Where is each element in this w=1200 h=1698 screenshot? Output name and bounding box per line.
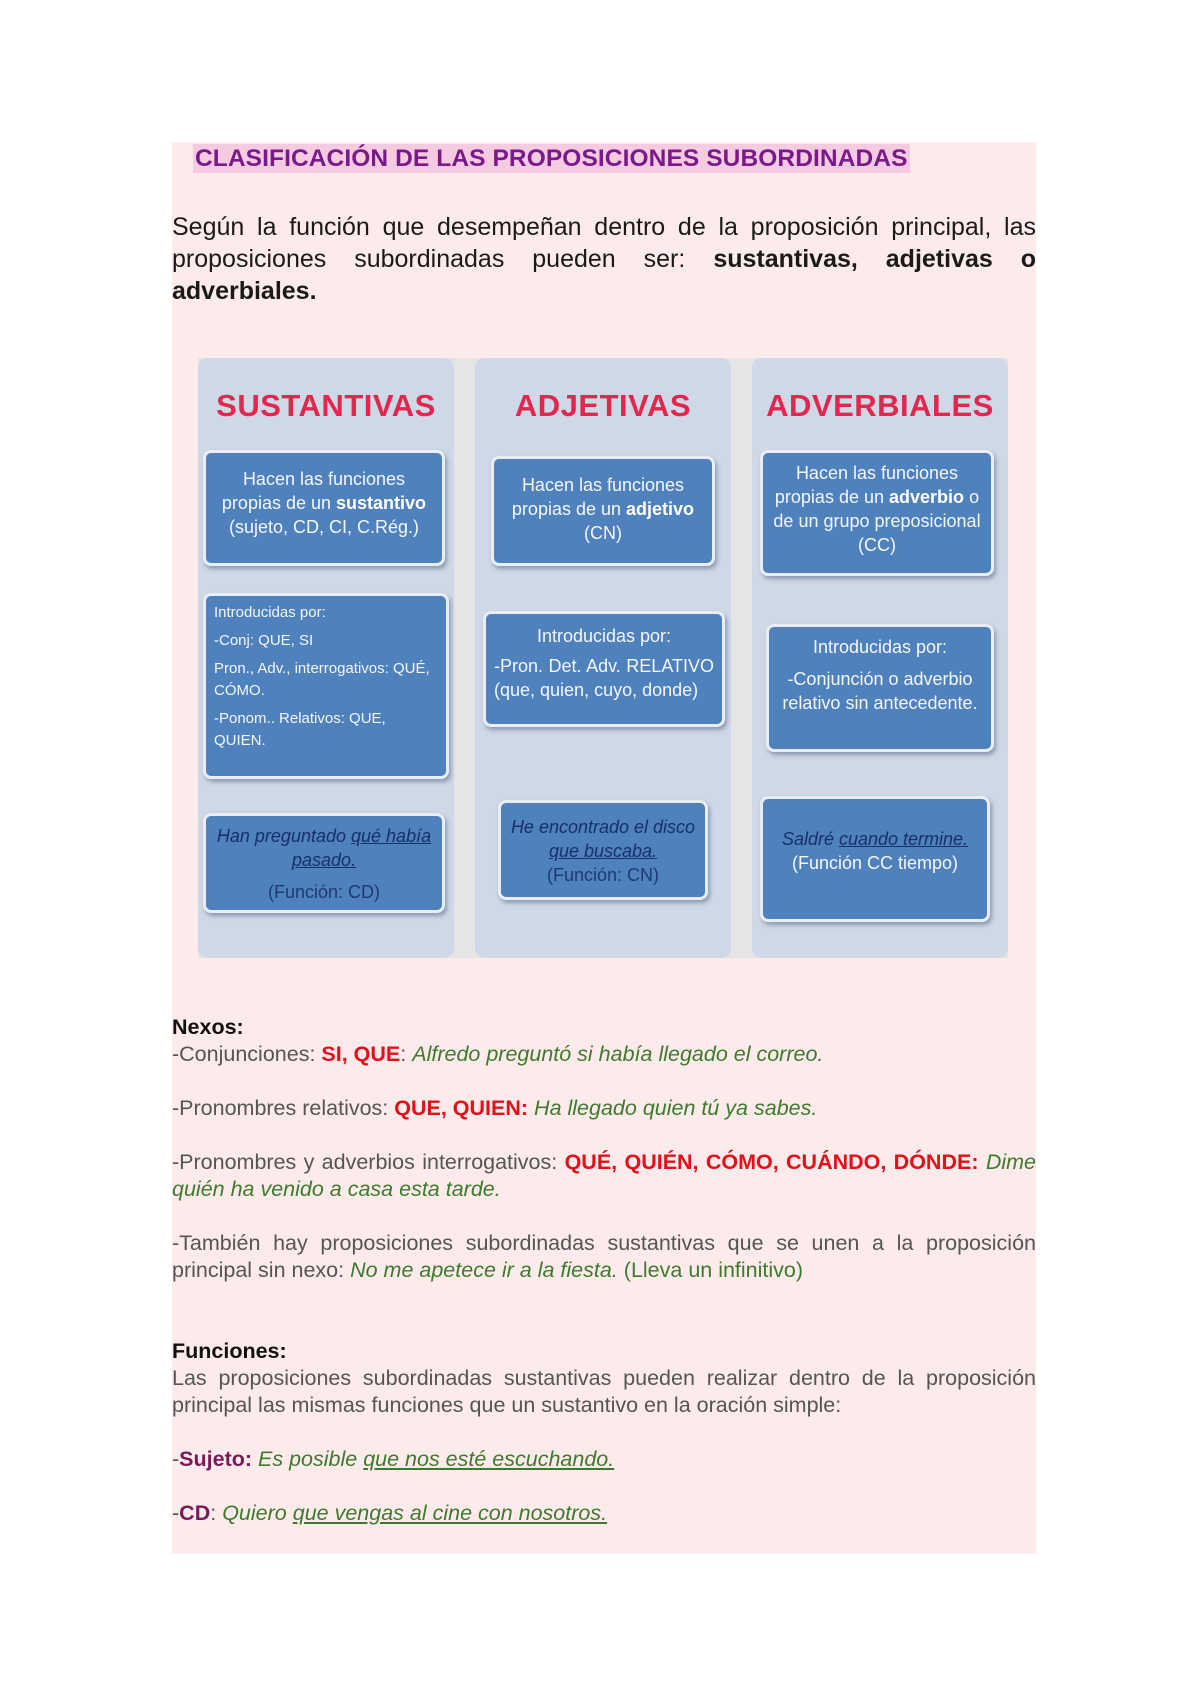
- nexos-item: [172, 1149, 1036, 1203]
- funciones-heading: Funciones:: [172, 1339, 287, 1363]
- column-sustantivas: [198, 358, 454, 958]
- item-example-underlined: que vengas al cine con nosotros.: [292, 1501, 608, 1525]
- column-adjetivas: [475, 358, 731, 958]
- item-prefix: -También hay proposiciones subordinadas sustantivas que se unen a la proposición principal sin nexo:: [172, 1231, 1036, 1282]
- example-text: Han preguntado: [216, 826, 346, 846]
- item-prefix: -Pronombres y adverbios interrogativos:: [172, 1150, 558, 1174]
- box-line: -Conjunción o adverbio relativo sin antecedente.: [782, 669, 978, 713]
- function-label: (Función: CD): [267, 882, 381, 902]
- box-title: Introducidas por:: [536, 626, 672, 646]
- item-colon: :: [210, 1501, 217, 1525]
- example-box: [498, 800, 708, 900]
- item-dash: -: [172, 1447, 180, 1471]
- item-example: Alfredo preguntó si había llegado el correo.: [412, 1042, 824, 1066]
- funciones-item: [172, 1500, 1036, 1527]
- box-line: Pron., Adv., interrogativos: QUÉ, CÓMO.: [214, 660, 430, 699]
- item-suffix: (Lleva un infinitivo): [623, 1258, 804, 1282]
- item-example: Quiero: [222, 1501, 287, 1525]
- box-text: Hacen las funciones propias de un: [774, 463, 959, 507]
- item-example-underlined: que nos esté escuchando.: [363, 1447, 615, 1471]
- item-example: No me apetece ir a la fiesta.: [350, 1258, 618, 1282]
- item-example: Es posible: [258, 1447, 358, 1471]
- function-label: (Función: CN): [546, 865, 660, 885]
- nexos-section: [172, 1014, 1036, 1311]
- example-underlined: qué había pasado.: [291, 826, 432, 870]
- intro-bold: sustantivas, adjetivas o adverbiales.: [172, 245, 1037, 305]
- intro-paragraph: [172, 211, 1036, 307]
- example-underlined: cuando termine.: [838, 829, 969, 849]
- box-text: (CN): [584, 523, 622, 543]
- funciones-item: [172, 1446, 1036, 1473]
- funciones-text: Las proposiciones subordinadas sustantivas pueden realizar dentro de la proposición principal las mismas funciones que un sustantivo en la oración simple:: [172, 1366, 1036, 1417]
- box-title: Introducidas por:: [812, 637, 948, 657]
- example-box: [760, 796, 990, 922]
- function-box: [203, 450, 445, 566]
- box-text: Hacen las funciones propias de un: [221, 469, 406, 513]
- function-box: [491, 456, 715, 566]
- function-label: (Función CC tiempo): [791, 853, 959, 873]
- item-separator: :: [400, 1042, 407, 1066]
- example-text: He encontrado el disco: [510, 817, 696, 837]
- item-nexus: QUÉ, QUIÉN, CÓMO, CUÁNDO, DÓNDE:: [564, 1150, 979, 1174]
- column-heading: ADVERBIALES: [766, 388, 994, 423]
- column-adverbiales: [752, 358, 1008, 958]
- item-prefix: -Conjunciones:: [172, 1042, 316, 1066]
- classification-diagram: [198, 358, 1008, 958]
- box-text: (sujeto, CD, CI, C.Rég.): [228, 517, 420, 537]
- item-label: Sujeto:: [179, 1447, 253, 1471]
- nexos-item: [172, 1095, 1036, 1122]
- box-line: -Ponom.. Relativos: QUE, QUIEN.: [214, 710, 386, 749]
- box-title: Introducidas por:: [214, 604, 326, 621]
- item-dash: -: [172, 1501, 180, 1525]
- column-heading: SUSTANTIVAS: [216, 388, 436, 423]
- example-text: Saldré: [781, 829, 834, 849]
- item-example: Dime quién ha venido a casa esta tarde.: [172, 1150, 1036, 1201]
- item-nexus: QUE, QUIEN:: [394, 1096, 529, 1120]
- box-line: -Conj: QUE, SI: [214, 632, 314, 649]
- box-text: Hacen las funciones propias de un: [511, 475, 685, 519]
- column-heading: ADJETIVAS: [514, 388, 692, 423]
- item-label: CD: [179, 1501, 211, 1525]
- example-underlined: que buscaba.: [548, 841, 658, 861]
- box-bold: adverbio: [889, 487, 965, 507]
- introduced-by-box: [766, 624, 994, 752]
- box-text: o de un grupo preposicional (CC): [773, 487, 981, 555]
- page-title: CLASIFICACIÓN DE LAS PROPOSICIONES SUBORDINADAS: [195, 145, 908, 172]
- nexos-item: [172, 1230, 1036, 1284]
- nexos-heading: Nexos:: [172, 1015, 244, 1039]
- funciones-section: [172, 1338, 1036, 1554]
- nexos-item: [172, 1041, 1036, 1068]
- item-nexus: SI, QUE: [321, 1042, 401, 1066]
- box-bold: sustantivo: [336, 493, 427, 513]
- introduced-by-box: [203, 593, 449, 779]
- introduced-by-box: [483, 611, 725, 727]
- example-box: [203, 813, 445, 913]
- item-prefix: -Pronombres relativos:: [172, 1096, 389, 1120]
- intro-text: Según la función que desempeñan dentro de la proposición principal, las proposiciones subordinadas pueden ser:: [172, 213, 1036, 273]
- box-bold: adjetivo: [626, 499, 695, 519]
- item-example: Ha llegado quien tú ya sabes.: [534, 1096, 818, 1120]
- function-box: [760, 450, 994, 576]
- box-line: -Pron. Det. Adv. RELATIVO (que, quien, cuyo, donde): [494, 656, 714, 700]
